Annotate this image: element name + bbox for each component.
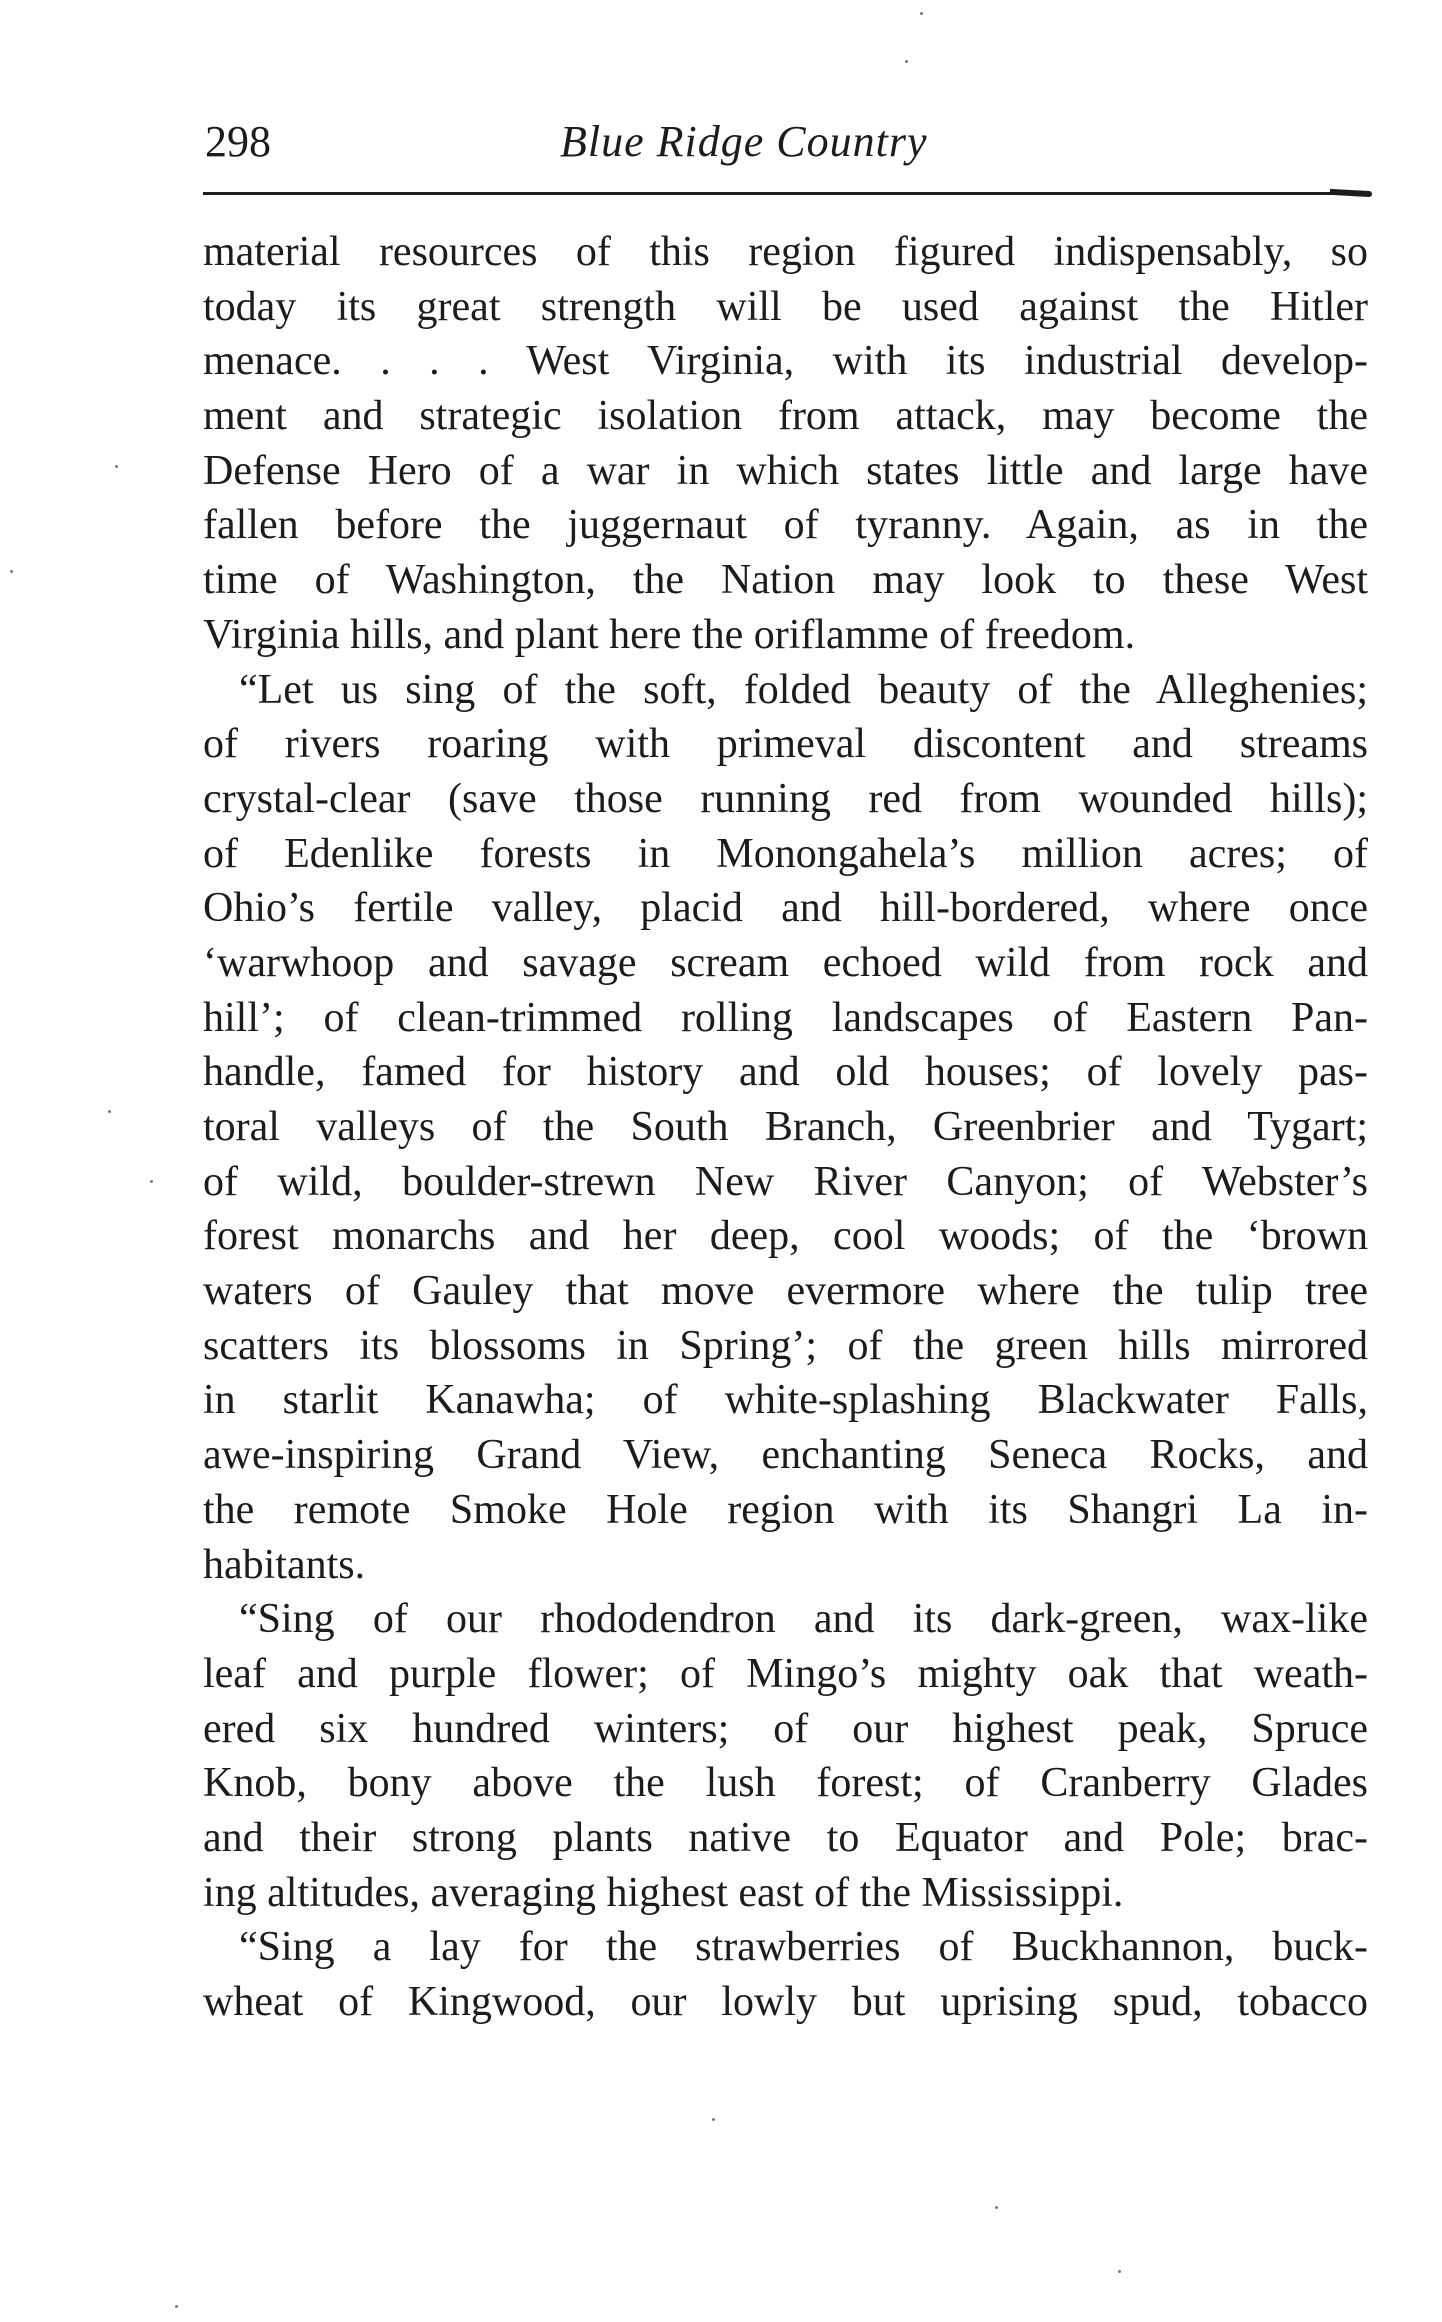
paragraph-3 <box>203 1592 1368 1920</box>
running-title: Blue Ridge Country <box>560 117 928 166</box>
text-line: time of Washington, the Nation may look to these West <box>203 557 1368 604</box>
scan-speck <box>10 570 13 573</box>
text-line: “Sing a lay for the strawberries of Buckhannon, buck- <box>239 1924 1368 1971</box>
text-line: material resources of this region figured indispensably, so <box>203 229 1368 275</box>
paragraph-4 <box>203 1920 1368 2029</box>
text-line: handle, famed for history and old houses; of lovely pas- <box>203 1049 1368 1096</box>
text-line: “Sing of our rhododendron and its dark-green, wax-like <box>239 1596 1368 1643</box>
page-number: 298 <box>205 117 271 166</box>
text-line: scatters its blossoms in Spring’; of the green hills mirrored <box>203 1322 1368 1369</box>
text-line: leaf and purple flower; of Mingo’s mighty oak that weath- <box>203 1650 1368 1697</box>
text-line: and their strong plants native to Equator and Pole; brac- <box>203 1814 1368 1861</box>
text-line: ing altitudes, averaging highest east of the Mississippi. <box>203 1869 1124 1916</box>
text-line: Knob, bony above the lush forest; of Cranberry Glades <box>203 1760 1368 1807</box>
scan-speck <box>1118 2270 1121 2273</box>
scan-speck <box>175 2305 178 2308</box>
text-line: awe-inspiring Grand View, enchanting Seneca Rocks, and <box>203 1432 1368 1479</box>
text-line: Ohio’s fertile valley, placid and hill-bordered, where once <box>203 885 1368 932</box>
text-line: habitants. <box>203 1541 366 1588</box>
text-line: Virginia hills, and plant here the oriflamme of freedom. <box>203 611 1136 658</box>
text-line: toral valleys of the South Branch, Greenbrier and Tygart; <box>203 1104 1368 1150</box>
text-line: menace. . . . West Virginia, with its industrial develop- <box>203 338 1368 385</box>
body-text <box>203 225 1368 2030</box>
text-line: waters of Gauley that move evermore where the tulip tree <box>203 1268 1368 1315</box>
text-line: Defense Hero of a war in which states little and large have <box>203 447 1368 494</box>
text-line: “Let us sing of the soft, folded beauty of the Alleghenies; <box>239 666 1368 713</box>
text-line: in starlit Kanawha; of white-splashing Blackwater Falls, <box>203 1377 1368 1424</box>
text-line: of rivers roaring with primeval discontent and streams <box>203 721 1368 768</box>
scan-speck <box>108 1110 111 1113</box>
text-line: today its great strength will be used against the Hitler <box>203 283 1368 330</box>
paragraph-1 <box>203 225 1368 663</box>
text-line: ment and strategic isolation from attack, may become the <box>203 393 1368 440</box>
text-line: forest monarchs and her deep, cool woods; of the ‘brown <box>203 1213 1368 1260</box>
scan-speck <box>905 60 908 63</box>
scan-speck <box>115 465 118 468</box>
scan-speck <box>920 12 923 15</box>
text-line: ered six hundred winters; of our highest peak, Spruce <box>203 1705 1368 1752</box>
text-line: hill’; of clean-trimmed rolling landscapes of Eastern Pan- <box>203 994 1368 1041</box>
text-line: the remote Smoke Hole region with its Shangri La in- <box>203 1486 1368 1533</box>
text-line: of wild, boulder-strewn New River Canyon; of Webster’s <box>203 1158 1368 1205</box>
text-line: of Edenlike forests in Monongahela’s million acres; of <box>203 830 1368 877</box>
page-header <box>205 112 1375 172</box>
header-rule-tail <box>1330 189 1372 197</box>
scan-speck <box>712 2118 715 2121</box>
text-line: crystal-clear (save those running red from wounded hills); <box>203 775 1368 822</box>
text-line: wheat of Kingwood, our lowly but uprising spud, tobacco <box>203 1979 1368 2025</box>
text-line: fallen before the juggernaut of tyranny. Again, as in the <box>203 502 1368 549</box>
scan-speck <box>150 1180 153 1183</box>
paragraph-2 <box>203 663 1368 1593</box>
scan-speck <box>995 2206 998 2209</box>
header-rule <box>203 192 1363 195</box>
text-line: ‘warwhoop and savage scream echoed wild from rock and <box>203 939 1368 986</box>
